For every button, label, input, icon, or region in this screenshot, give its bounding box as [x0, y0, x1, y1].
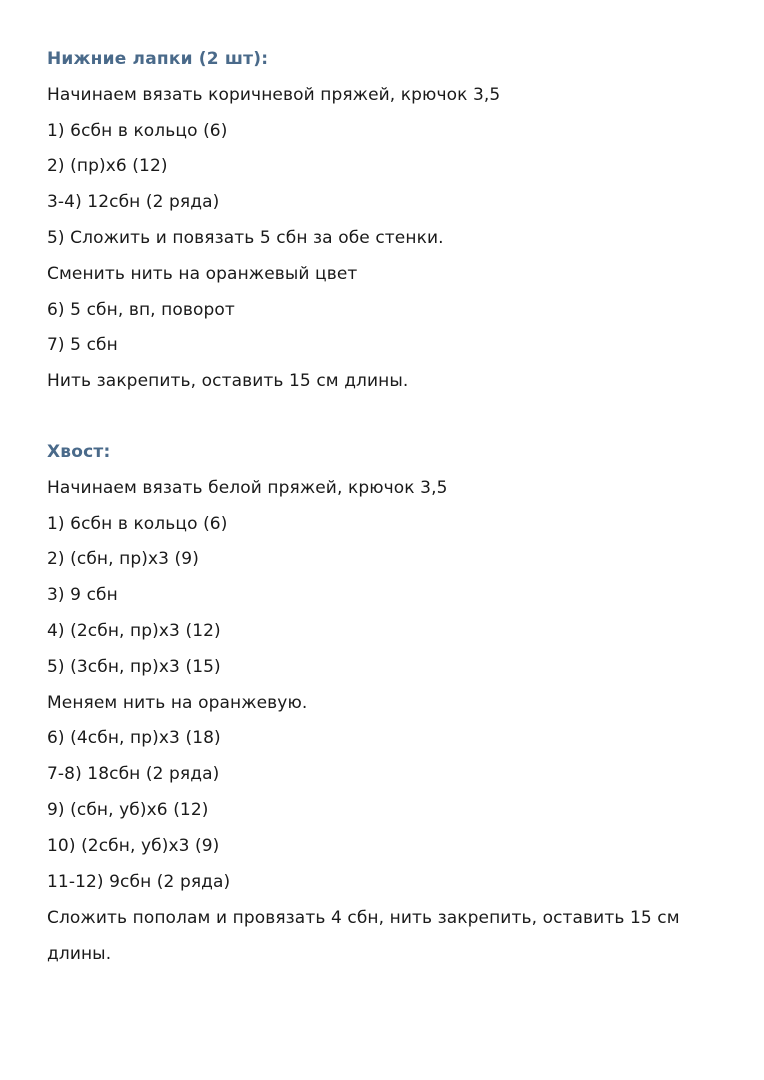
section-heading: Нижние лапки (2 шт): — [47, 49, 269, 69]
section-tail — [47, 435, 737, 972]
instruction-line: 6) (4сбн, пр)х3 (18) — [47, 728, 221, 749]
document-page — [47, 42, 737, 972]
instruction-line: 11-12) 9сбн (2 ряда) — [47, 871, 231, 892]
instruction-line: 7-8) 18сбн (2 ряда) — [47, 764, 220, 785]
instruction-line: 4) (2сбн, пр)х3 (12) — [47, 620, 221, 641]
instruction-line: 1) 6сбн в кольцо (6) — [47, 120, 228, 141]
instruction-line: 6) 5 сбн, вп, поворот — [47, 299, 235, 320]
instruction-line: Сложить пополам и провязать 4 сбн, нить закрепить, оставить 15 см длины. — [47, 908, 680, 965]
instruction-line: 3) 9 сбн — [47, 585, 118, 606]
instruction-line: 2) (пр)х6 (12) — [47, 156, 168, 177]
instruction-line: 3-4) 12сбн (2 ряда) — [47, 192, 220, 213]
instruction-line: 10) (2сбн, уб)х3 (9) — [47, 835, 220, 856]
instruction-line: 2) (сбн, пр)х3 (9) — [47, 549, 199, 570]
instruction-line: Сменить нить на оранжевый цвет — [47, 263, 358, 284]
instruction-line: Начинаем вязать белой пряжей, крючок 3,5 — [47, 477, 448, 498]
section-lower-paws — [47, 42, 737, 400]
instruction-line: 7) 5 сбн — [47, 335, 118, 356]
section-heading: Хвост: — [47, 441, 111, 462]
instruction-line: Нить закрепить, оставить 15 см длины. — [47, 371, 409, 392]
instruction-line: 9) (сбн, уб)х6 (12) — [47, 799, 209, 820]
instruction-line: Меняем нить на оранжевую. — [47, 692, 308, 713]
instruction-line: Начинаем вязать коричневой пряжей, крючок 3,5 — [47, 84, 501, 105]
instruction-line: 1) 6сбн в кольцо (6) — [47, 513, 228, 534]
instruction-line: 5) (3сбн, пр)х3 (15) — [47, 656, 221, 677]
instruction-line: 5) Сложить и повязать 5 сбн за обе стенки. — [47, 227, 444, 248]
